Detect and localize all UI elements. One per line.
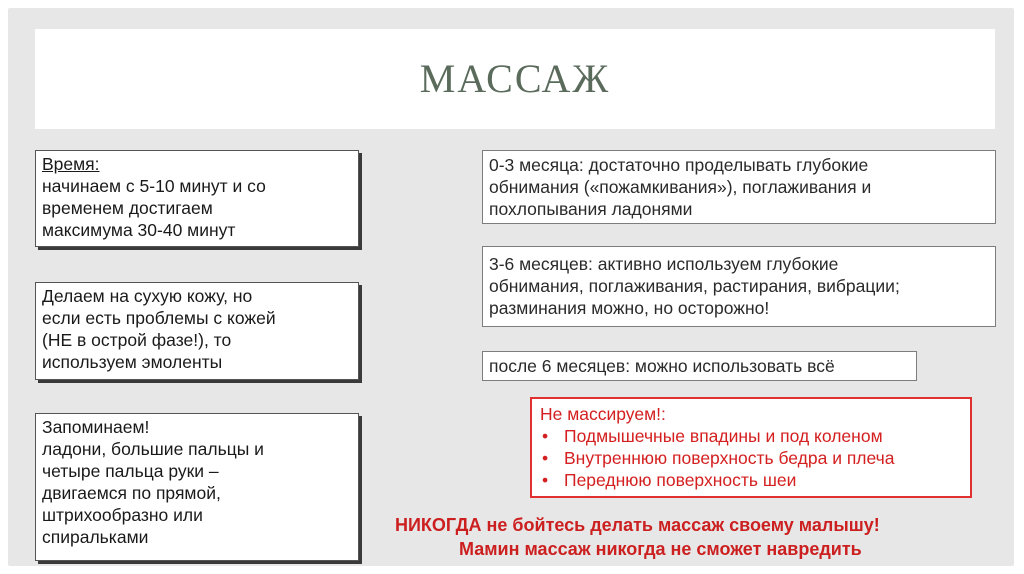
- remember-line: штрихообразно или: [42, 505, 203, 525]
- age-3-6-line: разминания можно, но осторожно!: [489, 298, 770, 318]
- skin-line: используем эмоленты: [42, 352, 223, 372]
- title-band: [35, 29, 995, 129]
- skin-box: [35, 282, 359, 380]
- age-0-3-box: [482, 150, 996, 224]
- age-3-6-box: [482, 246, 996, 327]
- age-3-6-line: обнимания, поглаживания, растирания, вибрации;: [489, 276, 900, 296]
- never-warning-line2: Мамин массаж никогда не сможет навредить: [459, 539, 862, 559]
- never-warning-line1: НИКОГДА не бойтесь делать массаж своему малышу!: [395, 515, 880, 535]
- remember-box: [35, 413, 359, 561]
- time-line: максимума 30-40 минут: [42, 220, 236, 240]
- after-6-text: после 6 месяцев: можно использовать всё: [489, 356, 835, 376]
- age-0-3-line: похлопывания ладонями: [489, 199, 693, 219]
- remember-line: спиральками: [42, 527, 149, 547]
- no-massage-item: • Переднюю поверхность шеи: [540, 469, 962, 491]
- remember-line: четыре пальца руки –: [42, 461, 219, 481]
- age-0-3-line: обнимания («пожамкивания»), поглаживания и: [489, 177, 872, 197]
- no-massage-box: [530, 397, 972, 498]
- age-0-3-line: 0-3 месяца: достаточно проделывать глубокие: [489, 155, 869, 175]
- after-6-box: [482, 351, 917, 381]
- no-massage-list: [540, 425, 962, 491]
- skin-line: (НЕ в острой фазе!), то: [42, 330, 232, 350]
- time-heading: Время:: [42, 154, 100, 174]
- no-massage-item: • Подмышечные впадины и под коленом: [540, 425, 962, 447]
- time-line: временем достигаем: [42, 198, 213, 218]
- skin-line: если есть проблемы с кожей: [42, 308, 276, 328]
- time-line: начинаем с 5-10 минут и со: [42, 176, 266, 196]
- time-box: [35, 150, 359, 247]
- remember-line: двигаемся по прямой,: [42, 483, 221, 503]
- remember-line: Запоминаем!: [42, 417, 150, 437]
- slide-title: МАССАЖ: [419, 56, 611, 101]
- remember-line: ладони, большие пальцы и: [42, 439, 264, 459]
- skin-line: Делаем на сухую кожу, но: [42, 286, 253, 306]
- age-3-6-line: 3-6 месяцев: активно используем глубокие: [489, 254, 839, 274]
- no-massage-item: • Внутреннюю поверхность бедра и плеча: [540, 447, 962, 469]
- no-massage-heading: Не массируем!:: [540, 404, 666, 424]
